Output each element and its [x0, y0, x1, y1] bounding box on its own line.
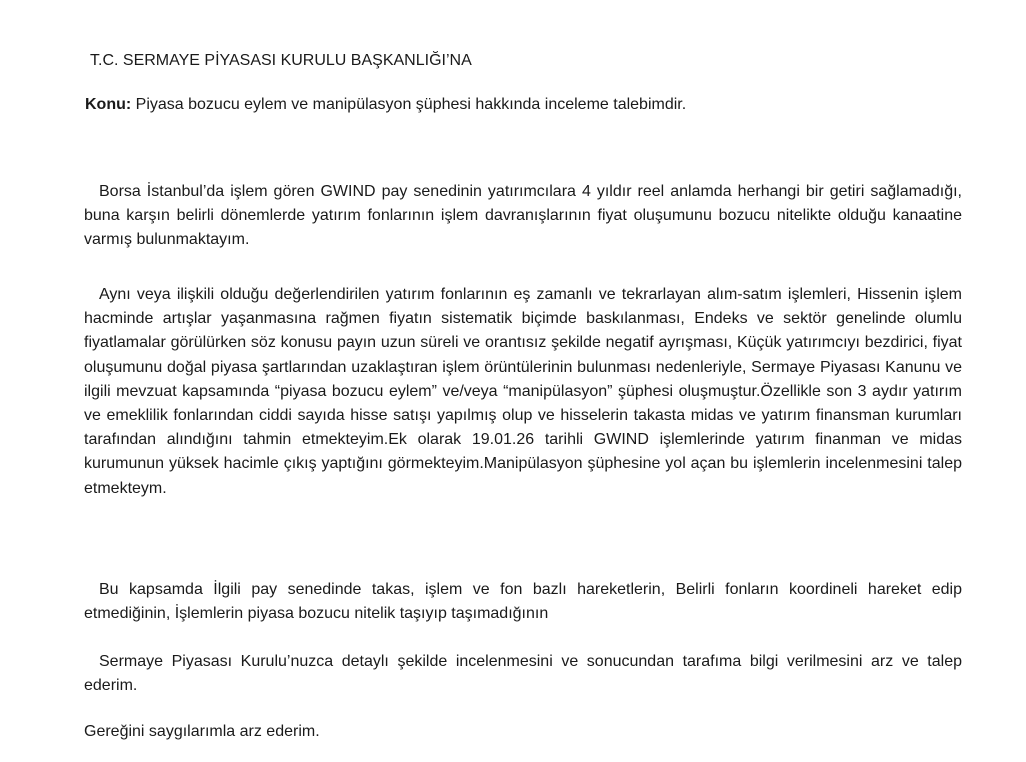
paragraph-request: Sermaye Piyasası Kurulu’nuzca detaylı şekilde incelenmesini ve sonucundan tarafıma bilgi verilmesini arz ve talep ederim. — [84, 653, 962, 695]
paragraph-intro: Borsa İstanbul’da işlem gören GWIND pay senedinin yatırımcılara 4 yıldır reel anlamda herhangi bir getiri sağlamadığı, buna karşın belirli dönemlerde yatırım fonlarının işlem davranışlarının fiyat oluşumunu bozucu nitelikte olduğu kanaatine varmış bulunmaktayım. — [84, 183, 962, 249]
recipient-heading: T.C. SERMAYE PİYASASI KURULU BAŞKANLIĞI’NA — [90, 52, 472, 69]
subject-line — [85, 95, 686, 115]
subject-text: Piyasa bozucu eylem ve manipülasyon şüphesi hakkında inceleme talebimdir. — [131, 96, 687, 113]
paragraph-scope: Bu kapsamda İlgili pay senedinde takas, işlem ve fon bazlı hareketlerin, Belirli fonların koordineli hareket edip etmediğinin, İşlemlerin piyasa bozucu nitelik taşıyıp taşımadığının — [84, 581, 962, 623]
closing-line: Gereğini saygılarımla arz ederim. — [84, 723, 320, 740]
subject-label: Konu: — [85, 96, 132, 113]
paragraph-grounds: Aynı veya ilişkili olduğu değerlendirilen yatırım fonlarının eş zamanlı ve tekrarlayan alım-satım işlemleri, Hissenin işlem hacminde artışlar yaşanmasına rağmen fiyatın sistematik biçimde baskılanması, Endeks ve sektör genelinde olumlu fiyatlamalar görülürken söz konusu payın uzun süreli ve orantısız şekilde negatif ayrışması, Küçük yatırımcıyı bezdirici, fiyat oluşumunu doğal piyasa şartlarından uzaklaştıran işlem örüntülerinin bulunması nedenleriyle, Sermaye Piyasası Kanunu ve ilgili mevzuat kapsamında “piyasa bozucu eylem” ve/veya “manipülasyon” şüphesi oluşmuştur.Özellikle son 3 aydır yatırım ve emeklilik fonlarından ciddi sayıda hisse satışı yapılmış olup ve hisselerin takasta midas ve yatırım finansman kurumları tarafından alındığını tahmin etmekteyim.Ek olarak 19.01.26 tarihli GWIND işlemlerinde yatırım finanman ve midas kurumunun yüksek hacimle çıkış yaptığını görmekteyim.Manipülasyon şüphesine yol açan bu işlemlerin incelenmesini talep etmekteym. — [84, 286, 962, 497]
